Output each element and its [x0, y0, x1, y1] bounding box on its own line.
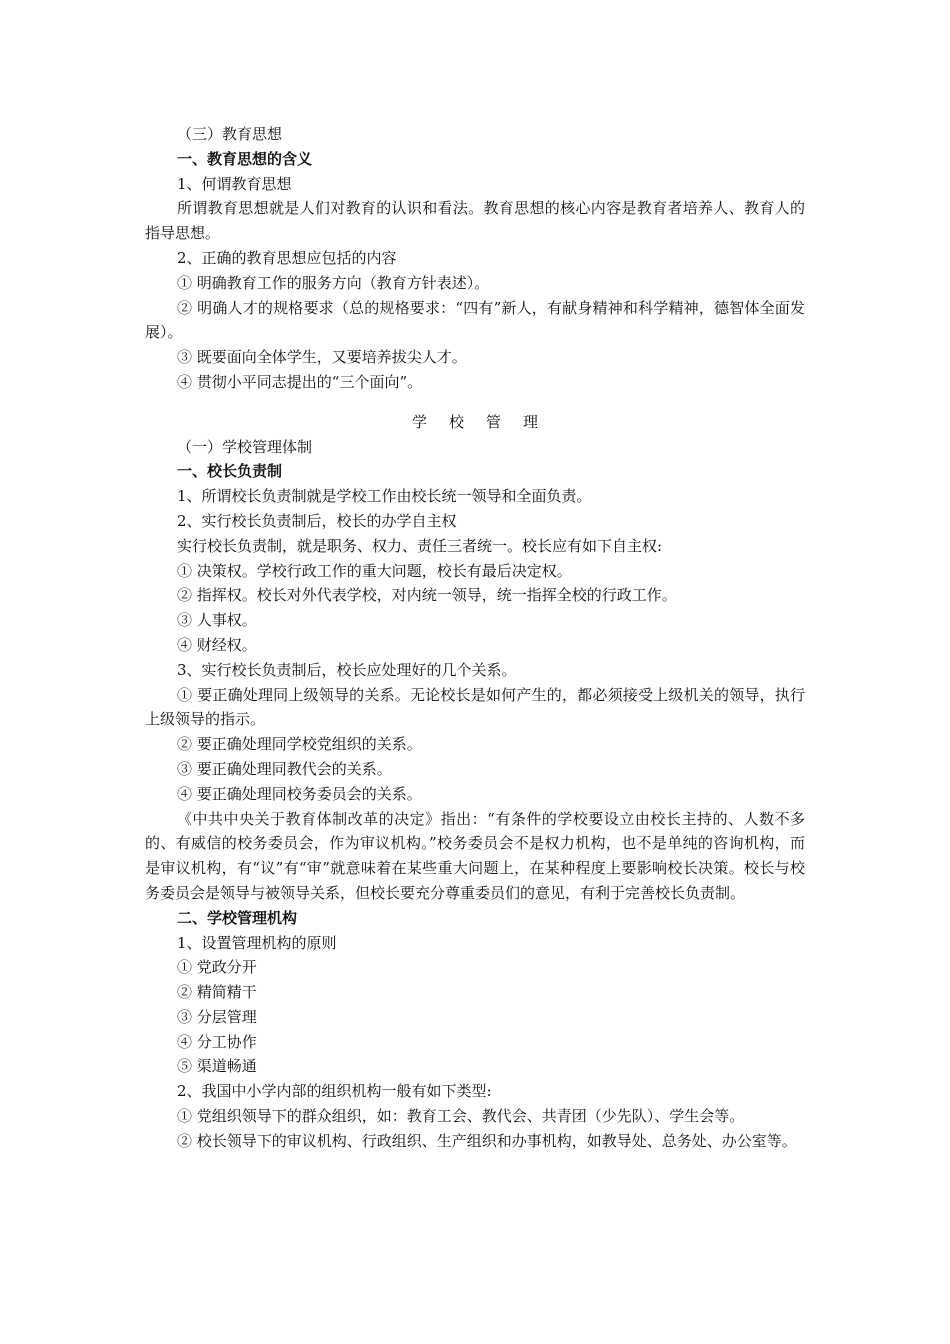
- list-item: ① 明确教育工作的服务方向（教育方针表述）。: [177, 273, 490, 292]
- list-item: 实行校长负责制，就是职务、权力、责任三者统一。校长应有如下自主权:: [177, 536, 663, 555]
- list-item: ④ 贯彻小平同志提出的“三个面向”。: [177, 372, 423, 391]
- list-item: ④ 财经权。: [177, 635, 257, 654]
- list-item: ② 要正确处理同学校党组织的关系。: [177, 735, 422, 754]
- list-item: ③ 分层管理: [177, 1007, 257, 1026]
- list-item: ① 决策权。学校行政工作的重大问题，校长有最后决定权。: [177, 561, 572, 580]
- section-heading: （一）学校管理体制: [177, 437, 313, 456]
- paragraph: 《中共中央关于教育体制改革的决定》指出：“有条件的学校要设立由校长主持的、人数不多的、有威信的校务委员会，作为审议机构。”校务委员会不是权力机构，也不是单纯的咨询机构，而是审议机构，有“议”有“审”就意味着在某些重大问题上，在某种程度上要影响校长决策。校长与校务委员会是领导与被领导关系，但校长要充分尊重委员们的意见，有利于完善校长负责制。: [145, 809, 805, 902]
- list-item: 3、实行校长负责制后，校长应处理好的几个关系。: [177, 660, 517, 679]
- list-item: ② 指挥权。校长对外代表学校，对内统一领导，统一指挥全校的行政工作。: [177, 586, 677, 605]
- subheading: 一、校长负责制: [177, 462, 283, 481]
- subheading: 一、教育思想的含义: [177, 149, 313, 168]
- list-item: ① 党政分开: [177, 958, 257, 977]
- list-item: ① 党组织领导下的群众组织，如：教育工会、教代会、共青团（少先队）、学生会等。: [177, 1107, 745, 1126]
- list-item: ⑤ 渠道畅通: [177, 1057, 257, 1076]
- list-item: ③ 要正确处理同教代会的关系。: [177, 759, 392, 778]
- list-item: ④ 要正确处理同校务委员会的关系。: [177, 784, 422, 803]
- paragraph: ② 校长领导下的审议机构、行政组织、生产组织和办事机构，如教导处、总务处、办公室等。: [177, 1131, 797, 1150]
- list-item: 2、实行校长负责制后，校长的办学自主权: [177, 511, 457, 530]
- paragraph: 所谓教育思想就是人们对教育的认识和看法。教育思想的核心内容是教育者培养人、教育人的指导思想。: [145, 199, 805, 243]
- list-item: 1、所谓校长负责制就是学校工作由校长统一领导和全面负责。: [177, 487, 592, 506]
- list-item: ② 精简精干: [177, 983, 257, 1002]
- list-item: ③ 既要面向全体学生，又要培养拔尖人才。: [177, 348, 467, 367]
- list-item: 2、正确的教育思想应包括的内容: [177, 248, 397, 267]
- paragraph: ② 明确人才的规格要求（总的规格要求：“四有”新人，有献身精神和科学精神，德智体全面发展）。: [145, 298, 805, 342]
- list-item: 1、何谓教育思想: [177, 174, 292, 193]
- page-title: 学校管理: [411, 412, 560, 431]
- subheading: 二、学校管理机构: [177, 908, 298, 927]
- document-page: [145, 122, 805, 1154]
- section-heading: （三）教育思想: [177, 125, 283, 143]
- list-item: 2、我国中小学内部的组织机构一般有如下类型:: [177, 1082, 492, 1101]
- list-item: ③ 人事权。: [177, 611, 257, 630]
- list-item: 1、设置管理机构的原则: [177, 933, 337, 952]
- list-item: ④ 分工协作: [177, 1032, 257, 1051]
- paragraph: ① 要正确处理同上级领导的关系。无论校长是如何产生的，都必须接受上级机关的领导，执行上级领导的指示。: [145, 685, 805, 729]
